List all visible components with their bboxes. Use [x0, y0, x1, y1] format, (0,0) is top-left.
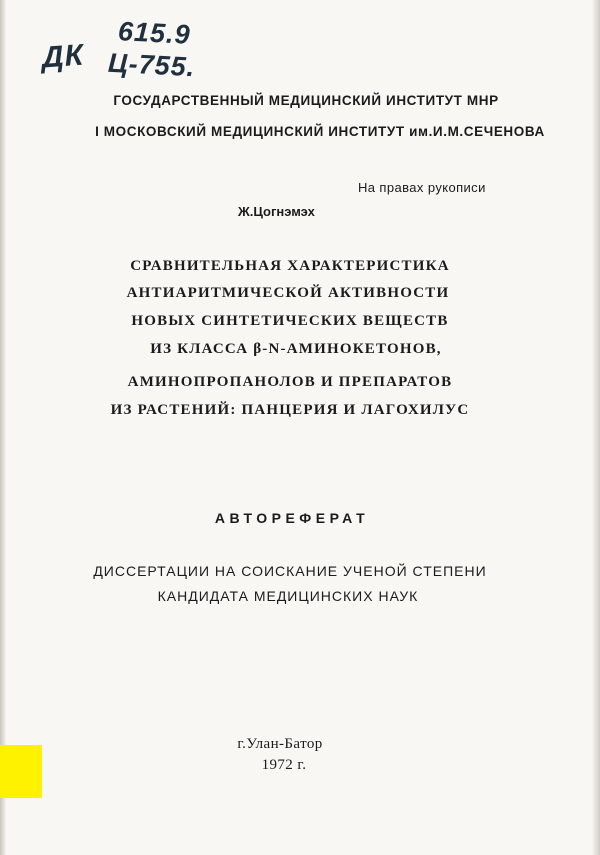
title-line-3: НОВЫХ СИНТЕТИЧЕСКИХ ВЕЩЕСТВ [131, 313, 449, 329]
title-line-6: ИЗ РАСТЕНИЙ: ПАНЦЕРИЯ И ЛАГОХИЛУС [110, 402, 470, 418]
abstract-heading: АВТОРЕФЕРАТ [214, 510, 370, 526]
institution-line-2: I МОСКОВСКИЙ МЕДИЦИНСКИЙ ИНСТИТУТ им.И.М.СЕЧЕНОВА [95, 124, 545, 139]
title-line-2: АНТИАРИТМИЧЕСКОЙ АКТИВНОСТИ [126, 285, 450, 301]
handwritten-classification-number: 615.9 [117, 16, 192, 50]
publication-year: 1972 г. [261, 757, 307, 773]
publication-place: г.Улан-Батор [237, 736, 323, 752]
rights-note: На правах рукописи [358, 180, 486, 195]
dissertation-line-1: ДИССЕРТАЦИИ НА СОИСКАНИЕ УЧЕНОЙ СТЕПЕНИ [93, 563, 487, 579]
dissertation-line-2: КАНДИДАТА МЕДИЦИНСКИХ НАУК [157, 588, 419, 604]
handwritten-call-number: Ц-755. [107, 47, 196, 83]
author-name: Ж.Цогнэмэх [238, 204, 315, 219]
title-line-4: ИЗ КЛАССА β-N-АМИНОКЕТОНОВ, [150, 341, 442, 357]
page-left-edge [0, 0, 6, 855]
institution-line-1: ГОСУДАРСТВЕННЫЙ МЕДИЦИНСКИЙ ИНСТИТУТ МНР [113, 93, 499, 108]
handwritten-prefix: ДК [40, 38, 86, 75]
title-line-5: АМИНОПРОПАНОЛОВ И ПРЕПАРАТОВ [127, 374, 453, 390]
title-line-1: СРАВНИТЕЛЬНАЯ ХАРАКТЕРИСТИКА [130, 258, 450, 274]
